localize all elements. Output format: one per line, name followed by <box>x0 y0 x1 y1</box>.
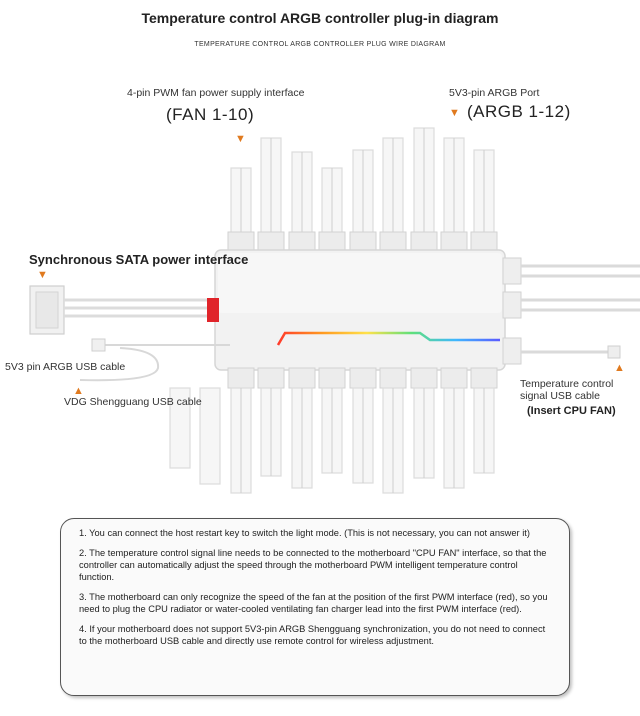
note-2: 2. The temperature control signal line needs to be connected to the motherboard "CPU FAN" interface, so that the controller can automatically adjust the speed through the motherboard PWM intelligent temperature control function. <box>79 548 547 582</box>
argb-port-label: 5V3-pin ARGB Port <box>449 87 540 99</box>
sata-label: Synchronous SATA power interface <box>29 252 249 267</box>
sata-connector <box>30 286 207 334</box>
sata-arrow-icon: ▼ <box>37 269 48 281</box>
note-3: 3. The motherboard can only recognize the speed of the fan at the position of the first PWM interface (red), so you need to plug the CPU radiator or water-cooled ventilating fan charger lead into the first PWM interface (red). <box>79 592 548 614</box>
diagram-subtitle: TEMPERATURE CONTROL ARGB CONTROLLER PLUG WIRE DIAGRAM <box>194 41 446 48</box>
vdg-arrow-icon: ▲ <box>73 385 84 397</box>
temp-label-line1: Temperature control <box>520 378 614 390</box>
temp-arrow-icon: ▲ <box>614 362 625 374</box>
fan-arrow-icon: ▼ <box>235 133 246 145</box>
fan-interface-label: 4-pin PWM fan power supply interface <box>127 87 305 99</box>
fan-range-label: (FAN 1-10) <box>166 105 255 124</box>
right-ports <box>503 258 521 364</box>
argb-range-label: (ARGB 1-12) <box>467 102 571 121</box>
vdg-usb-label: VDG Shengguang USB cable <box>64 396 202 408</box>
argb-usb-label: 5V3 pin ARGB USB cable <box>5 361 126 373</box>
notes-box <box>60 518 570 696</box>
note-4: 4. If your motherboard does not support 5V3-pin ARGB Shengguang synchronization, you do not need to connect to the motherboard USB cable and directly use remote control for wireless adjustment. <box>79 624 546 646</box>
argb-arrow-icon: ▼ <box>449 107 460 119</box>
temp-label-line2: signal USB cable <box>520 390 600 402</box>
pwm-red-port <box>207 298 219 322</box>
temp-label-line3: (Insert CPU FAN) <box>527 405 616 417</box>
diagram-title: Temperature control ARGB controller plug-in diagram <box>141 10 499 26</box>
note-1: 1. You can connect the host restart key to switch the light mode. (This is not necessary, you can not answer it) <box>79 528 530 538</box>
